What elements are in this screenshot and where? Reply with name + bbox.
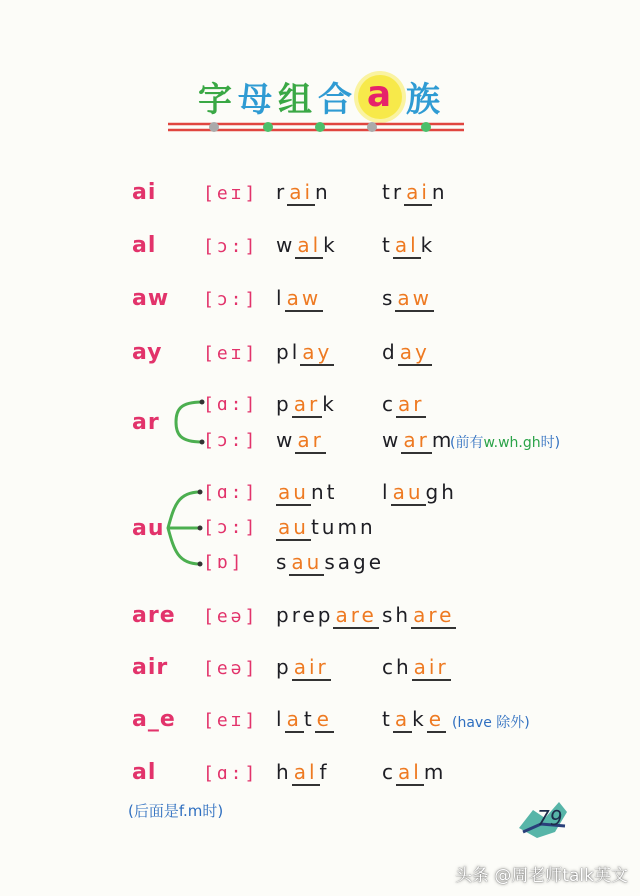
title-char-1: 字 — [198, 80, 234, 120]
example-word: p ar k — [276, 392, 337, 416]
highlight-letters: air — [413, 655, 449, 679]
example-word: au tumn — [278, 515, 376, 539]
combo-label: ar — [132, 410, 160, 435]
combo-label: ay — [132, 340, 163, 365]
row-a-e — [0, 707, 640, 743]
highlight-letters: aw — [397, 286, 433, 310]
decoration-dot — [367, 122, 377, 132]
example-word: s aw — [382, 286, 433, 310]
rule-note: (have 除外) — [452, 715, 530, 731]
example-word: r ai n — [276, 180, 331, 204]
highlight-letters: e — [428, 707, 445, 731]
example-word: c al m — [382, 760, 447, 784]
highlight-letters: al — [297, 233, 322, 257]
brace-icon — [158, 486, 204, 570]
highlight-letters: are — [413, 603, 455, 627]
combo-label: aw — [132, 286, 170, 311]
combo-label: air — [132, 655, 169, 680]
title-letter-badge: a — [358, 75, 402, 119]
page-number: 79 — [537, 806, 563, 830]
combo-label: a_e — [132, 707, 176, 732]
phonetic: [eɪ] — [203, 343, 259, 364]
highlight-letters: al — [394, 233, 419, 257]
example-word: t a k e — [382, 707, 445, 731]
example-word: w ar — [276, 428, 324, 452]
title-char-6: 族 — [406, 80, 442, 120]
phonetic: [ɑ:] — [203, 763, 259, 784]
example-word: s au sage — [276, 550, 385, 574]
highlight-letters: ay — [302, 340, 333, 364]
watermark: 头条 @周老师talk英文 — [454, 866, 628, 886]
phonetic: [eə] — [203, 606, 259, 627]
combo-label: ai — [132, 180, 157, 205]
example-word: l aw — [276, 286, 322, 310]
highlight-letters: au — [278, 515, 309, 539]
example-word: p air — [276, 655, 329, 679]
row-air — [0, 655, 640, 691]
example-word: h al f — [276, 760, 330, 784]
combo-label: al — [132, 760, 157, 785]
example-word: au nt — [278, 480, 338, 504]
highlight-letters: a — [394, 707, 411, 731]
highlight-letters: al — [398, 760, 422, 784]
combo-label: au — [132, 516, 165, 541]
row-ai — [0, 180, 640, 216]
row-al — [0, 233, 640, 269]
title-block — [0, 72, 640, 121]
example-word: tr ai n — [382, 180, 448, 204]
highlight-letters: ai — [289, 180, 314, 204]
phonetic: [ɔ:] — [203, 517, 259, 538]
highlight-letters: air — [293, 655, 329, 679]
phonetic: [ɑ:] — [203, 394, 259, 415]
phonetic: [eə] — [203, 658, 259, 679]
highlight-letters: al — [293, 760, 318, 784]
example-word: l a t e — [276, 707, 332, 731]
decoration-dot — [209, 122, 219, 132]
example-word: prep are — [276, 603, 377, 627]
row-au — [0, 480, 640, 580]
title-underline-decoration — [168, 120, 464, 134]
highlight-letters: ar — [403, 428, 430, 452]
combo-label: al — [132, 233, 157, 258]
highlight-letters: au — [291, 550, 323, 574]
row-ay — [0, 340, 640, 376]
example-word: t al k — [382, 233, 436, 257]
highlight-letters: ay — [399, 340, 430, 364]
highlight-letters: ai — [406, 180, 430, 204]
example-word: l au gh — [382, 480, 457, 504]
example-word: d ay — [382, 340, 430, 364]
phonetic: [eɪ] — [203, 183, 259, 204]
phonetic: [eɪ] — [203, 710, 259, 731]
title-char-4: 合 — [318, 80, 354, 120]
phonetic: [ɔ:] — [203, 236, 259, 257]
highlight-letters: au — [392, 480, 424, 504]
example-word: w ar m — [382, 428, 455, 452]
row-are — [0, 603, 640, 639]
example-word: sh are — [382, 603, 455, 627]
title-char-3: 组 — [278, 80, 314, 120]
example-word: pl ay — [276, 340, 333, 364]
page-title — [198, 72, 442, 121]
page-number-badge — [515, 798, 571, 842]
highlight-letters: ar — [398, 392, 425, 416]
row-aw — [0, 286, 640, 322]
decoration-dot — [315, 122, 325, 132]
rule-note: (前有w.wh.gh时) — [450, 435, 561, 451]
phonetic: [ɔ:] — [203, 430, 259, 451]
highlight-letters: a — [286, 707, 302, 731]
decoration-dot — [421, 122, 431, 132]
highlight-letters: aw — [286, 286, 322, 310]
decoration-dot — [263, 122, 273, 132]
highlight-letters: e — [316, 707, 332, 731]
highlight-letters: au — [278, 480, 309, 504]
highlight-letters: ar — [297, 428, 324, 452]
row-al-2 — [0, 760, 640, 796]
title-char-2: 母 — [238, 80, 274, 120]
combo-label: are — [132, 603, 176, 628]
phonetic: [ɒ] — [203, 552, 245, 573]
phonetic: [ɔ:] — [203, 289, 259, 310]
phonetic: [ɑ:] — [203, 482, 259, 503]
row-ar — [0, 392, 640, 458]
footnote: (后面是f.m时) — [128, 802, 224, 820]
brace-icon — [166, 396, 206, 448]
example-word: ch air — [382, 655, 449, 679]
example-word: c ar — [382, 392, 425, 416]
highlight-letters: are — [335, 603, 377, 627]
example-word: w al k — [276, 233, 338, 257]
highlight-letters: ar — [293, 392, 321, 416]
